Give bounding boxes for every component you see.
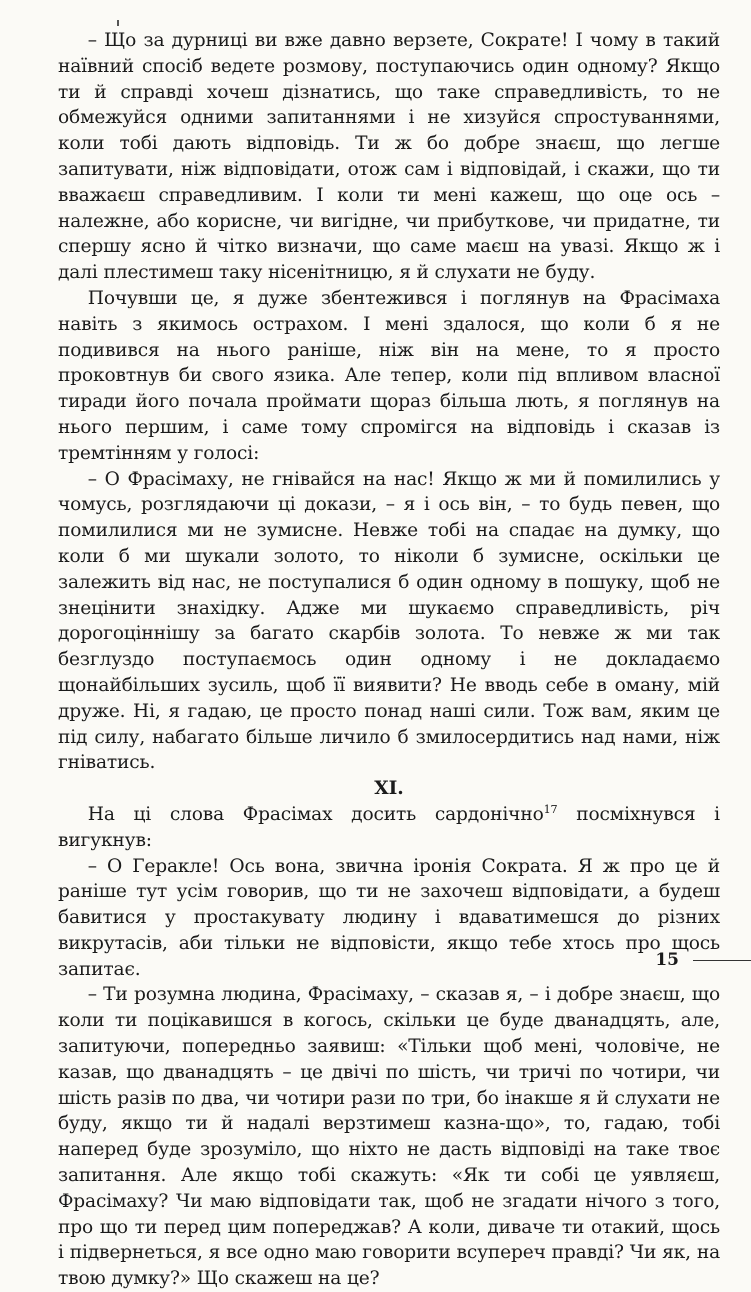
paragraph-twelve-example: – Ти розумна людина, Фрасімаху, – сказав я, – і добре знаєш, що коли ти поцікавишся в когось, скільки це буде дванадцять, але, запитуючи, попередньо заявиш: «Тільки щоб мені, чоловіче, не казав, що дванадцять – це двічі по шість, чи тричі по чотири, чи шість разів по два, чи чотири рази по три, бо інакше я й слухати не буду, якщо ти й надалі верзтимеш казна-що», то, гадаю, тобі наперед буде зрозуміло, що ніхто не дасть відповіді на таке твоє запитання. Але якщо тобі скажуть: «Як ти собі це уявляєш, Фрасімаху? Чи маю відповідати так, щоб не згадати нічого з того, про що ти перед цим попереджав? А коли, диваче ти отакий, щось і підвернеться, я все одно маю говорити всупереч правді? Чи як, на твою думку?» Що скажеш на це? — [58, 984, 720, 1290]
paragraph-socrates-reaction: Почувши це, я дуже збентежився і поглянув на Фрасімаха навіть з якимось острахом. І мені здалося, що коли б я не подивився на нього раніше, ніж він на мене, то я просто проковтнув би свого язика. Але тепер, коли під впливом власної тиради його почала проймати щораз більша лють, я поглянув на нього першим, і саме тому спромігся на відповідь і сказав із тремтінням у голосі: — [58, 287, 720, 464]
paragraph-heracles-exclamation: – О Геракле! Ось вона, звична іронія Сократа. Я ж про це й раніше тут усім говорив, що ти не захочеш відповідати, а будеш бавитися у простакувату людину і вдаватимешся до різних викрутасів, аби тільки не відповісти, якщо тебе хтось про щось запитає. — [58, 855, 720, 980]
footer-rule — [693, 960, 751, 961]
book-page-text — [58, 28, 720, 1292]
paragraph-section-intro — [58, 802, 720, 854]
page-footer — [655, 948, 751, 972]
paragraph-thrasymachus-rebuke: – Що за дурниці ви вже давно верзете, Сократе! І чому в такий наївний спосіб ведете розмову, поступаючись один одному? Якщо ти й справді хочеш дізнатись, що таке справедливість, то не обмежуйся одними запитаннями і не хизуйся спростуваннями, коли тобі дають відповідь. Ти ж бо добре знаєш, що легше запитувати, ніж відповідати, отож сам і відповідай, і скажи, що ти вважаєш справедливим. І коли ти мені кажеш, що оце ось – належне, або корисне, чи вигідне, чи прибуткове, чи придатне, ти спершу ясно й чітко визначи, що саме маєш на увазі. Якщо ж і далі плестимеш таку нісенітницю, я й слухати не буду. — [58, 30, 720, 284]
intro-text-before-footnote: На ці слова Фрасімах досить сардонічно — [87, 803, 544, 825]
print-mark — [117, 20, 119, 26]
page-number: 15 — [655, 950, 679, 970]
paragraph-socrates-reply: – О Фрасімаху, не гнівайся на нас! Якщо ж ми й помилились у чомусь, розглядаючи ці докази, – я і ось він, – то будь певен, що помилилися ми не зумисне. Невже тобі на спадає на думку, що коли б ми шукали золото, то ніколи б зумисне, оскільки це залежить від нас, не поступалися б один одному в пошуку, щоб не знецінити знахідку. Адже ми шукаємо справедливість, річ дорогоціннішу за багато скарбів золота. То невже ж ми так безглуздо поступаємось один одному і не докладаємо щонайбільших зусиль, щоб її виявити? Не вводь себе в оману, мій друже. Ні, я гадаю, це просто понад наші сили. Тож вам, яким це під силу, набагато більше личило б змилосердитись над нами, ніж гніватись. — [58, 468, 720, 774]
section-heading: XI. — [374, 778, 404, 800]
intro-text-after-footnote: посміхнувся і вигукнув: — [58, 803, 720, 851]
footnote-marker: 17 — [543, 802, 558, 816]
